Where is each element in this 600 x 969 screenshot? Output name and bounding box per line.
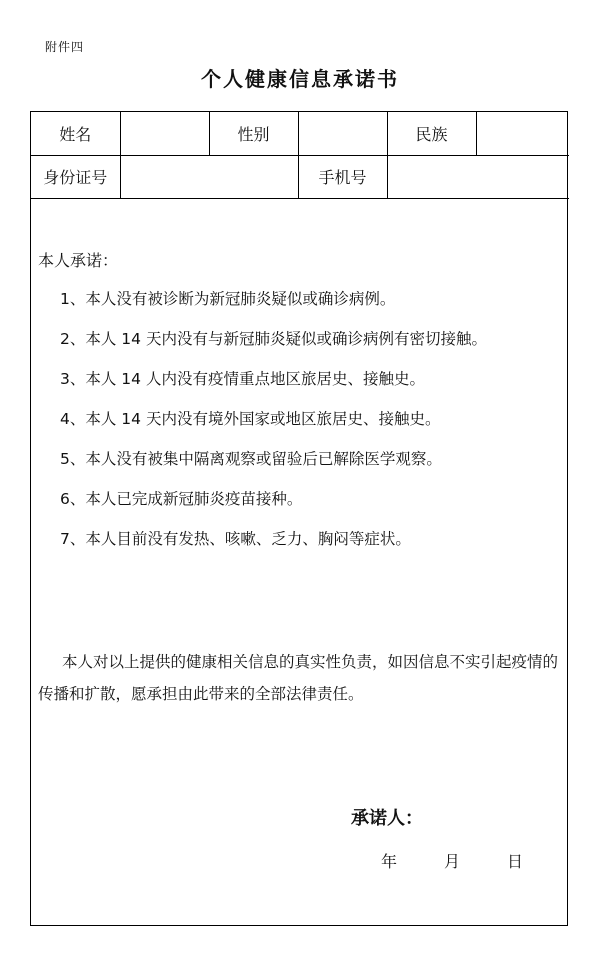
ethnicity-field[interactable] [476, 112, 569, 155]
commitment-item-7: 7、本人目前没有发热、咳嗽、乏力、胸闷等症状。 [60, 529, 411, 548]
commitment-item-1: 1、本人没有被诊断为新冠肺炎疑似或确诊病例。 [60, 289, 396, 308]
commitment-item-6: 6、本人已完成新冠肺炎疫苗接种。 [60, 489, 303, 508]
year-label: 年 [381, 851, 398, 871]
attachment-label: 附件四 [45, 40, 85, 54]
info-table [31, 112, 569, 199]
phone-label: 手机号 [298, 155, 387, 198]
commitment-item-2: 2、本人 14 天内没有与新冠肺炎疑似或确诊病例有密切接触。 [60, 329, 487, 348]
ethnicity-label: 民族 [387, 112, 476, 155]
month-label: 月 [444, 851, 461, 871]
responsibility-note: 本人对以上提供的健康相关信息的真实性负责，如因信息不实引起疫情的传播和扩散，愿承担由此带来的全部法律责任。 [38, 652, 559, 703]
commitment-item-5: 5、本人没有被集中隔离观察或留验后已解除医学观察。 [60, 449, 442, 468]
gender-field[interactable] [298, 112, 387, 155]
date-line [381, 849, 570, 872]
day-label: 日 [507, 851, 524, 871]
name-label: 姓名 [31, 112, 120, 155]
commitment-item-4: 4、本人 14 天内没有境外国家或地区旅居史、接触史。 [60, 409, 441, 428]
commitment-list [60, 287, 487, 567]
signer-label: 承诺人： [351, 807, 423, 829]
commitment-item-3: 3、本人 14 人内没有疫情重点地区旅居史、接触史。 [60, 369, 425, 388]
id-label: 身份证号 [31, 155, 120, 198]
commitment-lead: 本人承诺： [38, 250, 119, 270]
commitment-form [30, 111, 568, 926]
gender-label: 性别 [209, 112, 298, 155]
name-field[interactable] [120, 112, 209, 155]
id-field[interactable] [120, 155, 298, 198]
phone-field[interactable] [387, 155, 569, 198]
page-title: 个人健康信息承诺书 [201, 67, 399, 91]
